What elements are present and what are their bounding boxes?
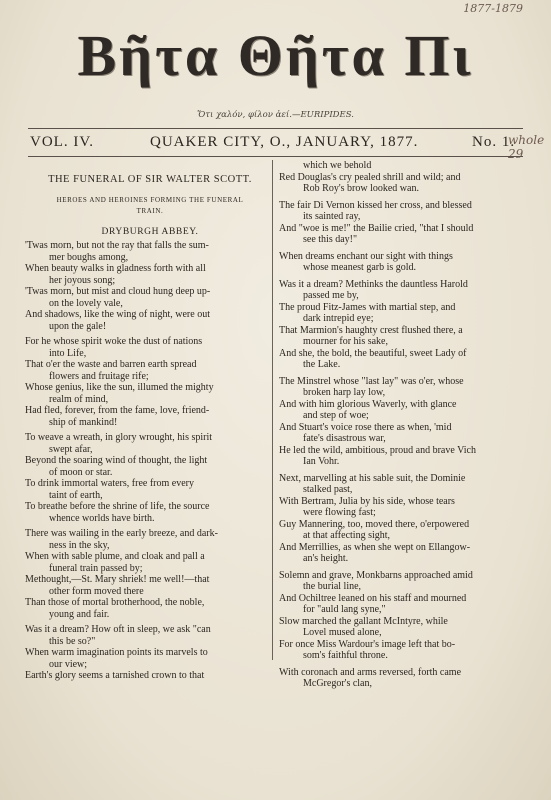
stanza	[279, 473, 531, 565]
poem-line: The Minstrel whose "last lay" was o'er, whose	[279, 375, 464, 387]
poem-line: the Lake.	[303, 359, 341, 370]
poem-line: its sainted ray,	[303, 211, 361, 222]
poem-line: When with sable plume, and cloak and pall a	[25, 551, 205, 562]
poem-line: see this day!"	[303, 234, 358, 245]
poem-line: To weave a wreath, in glory wrought, his spirit	[25, 432, 213, 443]
poem-line: And "woe is me!" the Bailie cried, "that I should	[279, 222, 474, 234]
stanza	[25, 240, 275, 332]
stanza	[279, 160, 531, 195]
poem-line: whose meanest garb is gold.	[303, 262, 417, 273]
poem-line: That Marmion's haughty crest flushed there, a	[279, 324, 463, 336]
poem-line: Ian Vohr.	[303, 456, 340, 467]
poem-line: And she, the bold, the beautiful, sweet Lady of	[279, 347, 467, 359]
poem-line: this be so?"	[49, 635, 96, 647]
poem-line: And Ochiltree leaned on his staff and mourned	[279, 592, 467, 604]
poem-line: realm of mind,	[49, 393, 109, 405]
top-rule	[28, 128, 523, 129]
poem-line: an's height.	[303, 553, 349, 564]
poem-left	[25, 240, 275, 682]
left-column	[25, 160, 275, 686]
poem-line: swept afar,	[49, 443, 93, 455]
poem-line: dark intrepid eye;	[303, 313, 374, 324]
poem-line: Guy Mannering, too, moved there, o'erpowered	[279, 518, 470, 530]
poem-line: into Life,	[49, 347, 87, 359]
poem-line: fate's disastrous war,	[303, 433, 386, 444]
poem-line: For once Miss Wardour's image left that bo-	[279, 638, 456, 650]
poem-line: and step of woe;	[303, 410, 369, 421]
section-heading: DRYBURGH ABBEY.	[101, 227, 199, 237]
poem-line: our view;	[49, 658, 88, 670]
poem-line: funeral train passed by;	[49, 562, 143, 574]
poem-line: taint of earth,	[49, 489, 103, 501]
poem-line: Red Douglas's cry pealed shrill and wild; and	[279, 171, 461, 183]
poem-line: Beyond the soaring wind of thought, the light	[25, 455, 208, 466]
poem-line: And shadows, like the wing of night, were out	[25, 309, 210, 320]
poem-line: on the lovely vale,	[49, 297, 123, 309]
stanza	[279, 667, 531, 690]
poem-line: for "auld lang syne,"	[303, 604, 386, 615]
poem-line: mourner for his sake,	[303, 336, 388, 347]
poem-line: To breathe before the shrine of life, the source	[25, 501, 210, 512]
poem-line: flowers and fruitage rife;	[49, 370, 149, 382]
poem-line: 'Twas morn, but mist and cloud hung deep up-	[25, 286, 211, 297]
poem-line: other form moved there	[49, 585, 144, 597]
margin-note-line: whole	[508, 133, 545, 147]
poem-line: The proud Fitz-James with martial step, and	[279, 301, 456, 313]
poem-line: Solemn and grave, Monkbarns approached amid	[279, 569, 473, 581]
poem-line: whence worlds have birth.	[49, 512, 155, 524]
handwritten-date-annotation: 1877-1879	[463, 2, 523, 15]
poem-line: mer boughs among,	[49, 251, 129, 263]
subtitle-line: TRAIN.	[136, 207, 164, 215]
masthead-title: Βῆτα Θῆτα Πι	[77, 23, 474, 88]
article-title: THE FUNERAL OF SIR WALTER SCOTT.	[48, 174, 252, 185]
poem-line: Had fled, forever, from the fame, love, friend-	[25, 405, 210, 416]
issue-number: No. 1.	[472, 134, 516, 150]
poem-line: passed me by,	[303, 290, 359, 301]
poem-line: With Bertram, Julia by his side, whose tears	[279, 495, 455, 507]
poem-line: at that affecting sight,	[303, 530, 391, 541]
poem-line: stalked past,	[303, 484, 353, 495]
stanza	[25, 336, 275, 428]
right-column	[279, 160, 531, 695]
poem-line: the burial line,	[303, 581, 362, 592]
poem-line: Than those of mortal brotherhood, the noble,	[25, 597, 205, 608]
poem-line: Was it a dream? How oft in sleep, we ask "can	[25, 624, 211, 635]
poem-line: ship of mankind!	[49, 416, 118, 428]
poem-line: Slow marched the gallant McIntyre, while	[279, 615, 448, 627]
poem-line: young and fair.	[49, 608, 110, 620]
poem-line: which we behold	[303, 160, 372, 171]
stanza	[279, 279, 531, 371]
poem-line: When warm imagination points its marvels to	[25, 647, 208, 658]
poem-line: He led the wild, ambitious, proud and brave Vich	[279, 444, 476, 456]
stanza	[25, 528, 275, 620]
poem-line: Next, marvelling at his sable suit, the Dominie	[279, 472, 466, 484]
dateline-rule	[28, 156, 523, 157]
poem-line: There was wailing in the early breeze, and dark-	[25, 528, 218, 539]
poem-line: To drink immortal waters, free from every	[25, 478, 194, 489]
poem-line: For he whose spirit woke the dust of nations	[25, 336, 203, 347]
poem-line: ness in the sky,	[49, 539, 110, 551]
stanza	[25, 624, 275, 682]
poem-line: And with him glorious Waverly, with glance	[279, 398, 457, 410]
volume-label: VOL. IV.	[30, 134, 94, 150]
poem-line: of moon or star.	[49, 466, 113, 478]
poem-line: That o'er the waste and barren earth spread	[25, 359, 197, 370]
poem-line: When beauty walks in gladness forth with all	[25, 263, 206, 274]
poem-line: Was it a dream? Methinks the dauntless Harold	[279, 278, 468, 290]
poem-line: Lovel mused alone,	[303, 627, 382, 638]
poem-line: And Merrillies, as when she wept on Ellangow-	[279, 541, 471, 553]
poem-line: Whose genius, like the sun, illumed the mighty	[25, 382, 214, 393]
poem-line: broken harp lay low,	[303, 387, 386, 398]
poem-line: som's faithful throne.	[303, 650, 388, 661]
stanza	[279, 200, 531, 246]
subtitle-line: HEROES AND HEROINES FORMING THE FUNERAL	[56, 196, 244, 204]
stanza	[279, 251, 531, 274]
article-subtitle	[25, 195, 275, 217]
poem-line: And Stuart's voice rose there as when, 'mid	[279, 421, 452, 433]
stanza	[279, 376, 531, 468]
margin-note-line: 29	[508, 147, 524, 161]
poem-right	[279, 160, 531, 690]
poem-line: upon the gale!	[49, 320, 107, 332]
poem-line: Rob Roy's brow looked wan.	[303, 183, 419, 194]
poem-line: Methought,—St. Mary shriek! me well!—that	[25, 574, 210, 585]
poem-line: The fair Di Vernon kissed her cross, and blessed	[279, 199, 472, 211]
poem-line: When dreams enchant our sight with things	[279, 250, 453, 262]
poem-line: 'Twas morn, but not the ray that falls the sum-	[25, 240, 209, 251]
poem-line: her joyous song;	[49, 274, 116, 286]
poem-line: McGregor's clan,	[303, 678, 372, 689]
stanza	[279, 570, 531, 662]
place-date: QUAKER CITY, O., JANUARY, 1877.	[150, 134, 419, 150]
stanza	[25, 432, 275, 524]
poem-line: With coronach and arms reversed, forth came	[279, 666, 462, 678]
poem-line: Earth's glory seems a tarnished crown to that	[25, 670, 205, 681]
poem-line: were flowing fast;	[303, 507, 376, 518]
masthead-motto: Ὅτι χαλόν, φίλον ἀεί.—EURIPIDES.	[197, 110, 354, 120]
